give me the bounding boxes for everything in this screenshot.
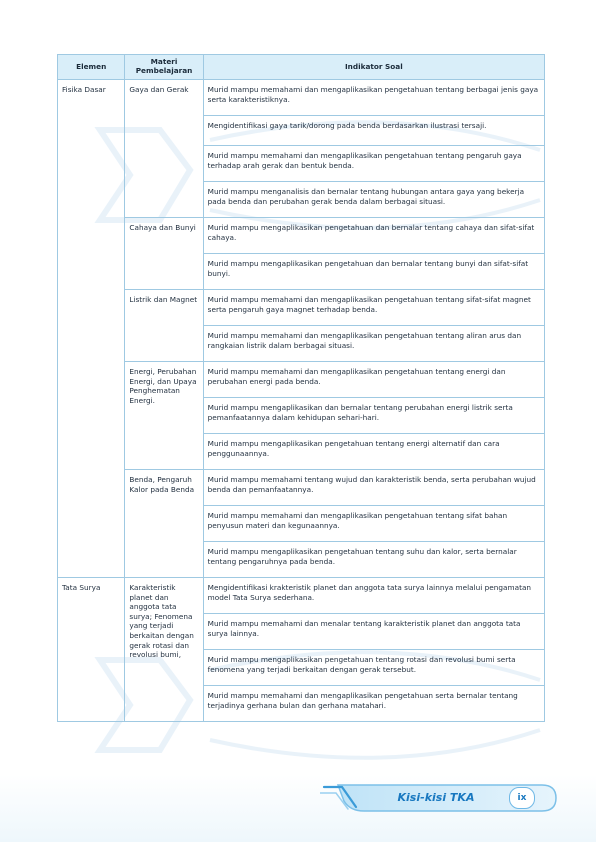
indikator-cell: Murid mampu memahami dan mengaplikasikan pengetahuan tentang energi dan perubahan energi pada benda.: [203, 362, 544, 398]
indikator-cell: Murid mampu mengaplikasikan pengetahuan dan bernalar tentang bunyi dan sifat-sifat bunyi.: [203, 254, 544, 290]
indikator-cell: Murid mampu mengaplikasikan pengetahuan tentang rotasi dan revolusi bumi serta fenomena yang terjadi berkaitan dengan gerak tersebut.: [203, 650, 544, 686]
header-materi: Materi Pembelajaran: [125, 55, 203, 80]
materi-cell: Cahaya dan Bunyi: [125, 218, 203, 290]
table-row: [58, 470, 545, 506]
materi-cell: Energi, Perubahan Energi, dan Upaya Penghematan Energi.: [125, 362, 203, 470]
table-row: [58, 80, 545, 116]
page-number: ix: [509, 787, 535, 809]
table-row: [58, 290, 545, 326]
indikator-cell: Mengidentifikasi gaya tarik/dorong pada benda berdasarkan ilustrasi tersaji.: [203, 116, 544, 146]
indikator-cell: Murid mampu memahami dan mengaplikasikan pengetahuan tentang sifat bahan penyusun materi dan kegunaannya.: [203, 506, 544, 542]
indikator-cell: Murid mampu mengaplikasikan pengetahuan tentang energi alternatif dan cara penggunaannya.: [203, 434, 544, 470]
indikator-cell: Murid mampu memahami dan mengaplikasikan pengetahuan tentang sifat-sifat magnet serta pengaruh gaya magnet terhadap benda.: [203, 290, 544, 326]
indikator-cell: Mengidentifikasi krakteristik planet dan anggota tata surya lainnya melalui pengamatan model Tata Surya sederhana.: [203, 578, 544, 614]
indikator-cell: Murid mampu mengaplikasikan pengetahuan tentang suhu dan kalor, serta bernalar tentang pengaruhnya pada benda.: [203, 542, 544, 578]
materi-cell: Karakteristik planet dan anggota tata surya; Fenomena yang terjadi berkaitan dengan gerak rotasi dan revolusi bumi,: [125, 578, 203, 722]
indikator-cell: Murid mampu memahami dan mengaplikasikan pengetahuan tentang aliran arus dan rangkaian listrik dalam berbagai situasi.: [203, 326, 544, 362]
materi-cell: Benda, Pengaruh Kalor pada Benda: [125, 470, 203, 578]
table-row: [58, 218, 545, 254]
indikator-cell: Murid mampu memahami dan mengaplikasikan pengetahuan tentang pengaruh gaya terhadap arah gerak dan bentuk benda.: [203, 146, 544, 182]
kisi-kisi-table: [57, 54, 545, 722]
elemen-cell: Fisika Dasar: [58, 80, 125, 578]
materi-cell: Listrik dan Magnet: [125, 290, 203, 362]
table-header-row: [58, 55, 545, 80]
indikator-cell: Murid mampu mengaplikasikan dan bernalar tentang perubahan energi listrik serta pemanfaatannya dalam kehidupan sehari-hari.: [203, 398, 544, 434]
table-row: [58, 578, 545, 614]
footer-label: Kisi-kisi TKA: [397, 791, 475, 804]
header-indikator: Indikator Soal: [203, 55, 544, 80]
indikator-cell: Murid mampu menganalisis dan bernalar tentang hubungan antara gaya yang bekerja pada benda dan perubahan gerak benda dalam berbagai situasi.: [203, 182, 544, 218]
table-row: [58, 362, 545, 398]
indikator-cell: Murid mampu memahami dan mengaplikasikan pengetahuan serta bernalar tentang terjadinya gerhana bulan dan gerhana matahari.: [203, 686, 544, 722]
indikator-cell: Murid mampu memahami dan mengaplikasikan pengetahuan tentang berbagai jenis gaya serta karakteristiknya.: [203, 80, 544, 116]
indikator-cell: Murid mampu memahami tentang wujud dan karakteristik benda, serta perubahan wujud benda dan pemanfaatannya.: [203, 470, 544, 506]
elemen-cell: Tata Surya: [58, 578, 125, 722]
indikator-cell: Murid mampu mengaplikasikan pengetahuan dan bernalar tentang cahaya dan sifat-sifat cahaya.: [203, 218, 544, 254]
materi-cell: Gaya dan Gerak: [125, 80, 203, 218]
header-elemen: Elemen: [58, 55, 125, 80]
indikator-cell: Murid mampu memahami dan menalar tentang karakteristik planet dan anggota tata surya lainnya.: [203, 614, 544, 650]
